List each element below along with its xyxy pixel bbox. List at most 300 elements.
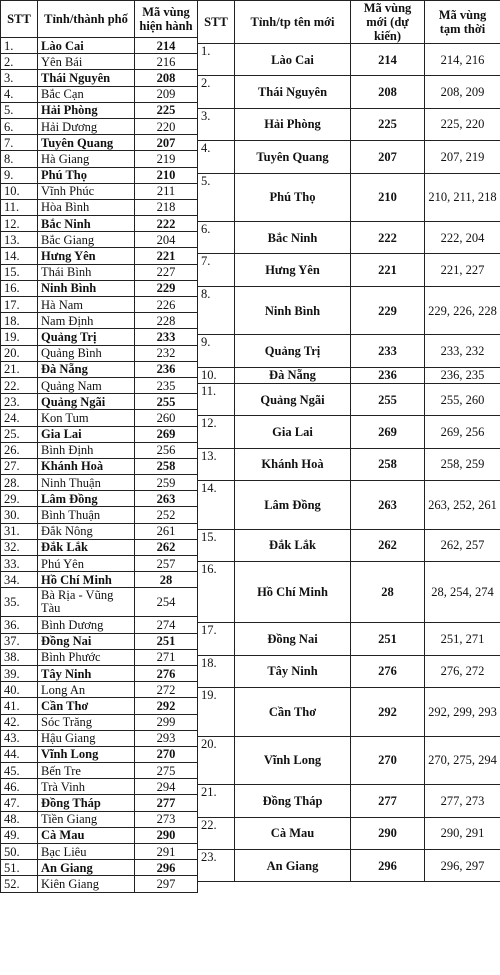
new-area-code: 222: [351, 222, 425, 254]
new-area-code: 270: [351, 736, 425, 785]
row-stt: 37.: [1, 633, 38, 649]
table-row: [1, 649, 198, 665]
temporary-area-codes: 270, 275, 294: [425, 736, 500, 785]
province-name: Phú Thọ: [38, 167, 135, 183]
province-name: Đà Nẵng: [235, 367, 351, 383]
row-stt: 20.: [1, 345, 38, 361]
row-stt: 43.: [1, 730, 38, 746]
area-code: 229: [135, 280, 198, 296]
province-name: Bình Phước: [38, 649, 135, 665]
row-stt: 25.: [1, 426, 38, 442]
province-name: Tuyên Quang: [38, 135, 135, 151]
area-code: 214: [135, 38, 198, 54]
row-stt: 13.: [1, 232, 38, 248]
province-name: Hòa Bình: [38, 199, 135, 215]
province-name: Bình Dương: [38, 617, 135, 633]
temporary-area-codes: 263, 252, 261: [425, 481, 500, 530]
area-code: 274: [135, 617, 198, 633]
province-name: Đắk Lắk: [38, 539, 135, 555]
province-name: Cà Mau: [235, 817, 351, 849]
row-stt: 7.: [198, 254, 235, 286]
province-name: Cần Thơ: [38, 698, 135, 714]
table-row: [1, 475, 198, 491]
new-area-code-table: [197, 0, 500, 882]
row-stt: 29.: [1, 491, 38, 507]
area-code: 256: [135, 442, 198, 458]
row-stt: 7.: [1, 135, 38, 151]
table-row: [1, 297, 198, 313]
table-row: [1, 86, 198, 102]
province-name: Ninh Bình: [235, 286, 351, 335]
temporary-area-codes: 225, 220: [425, 108, 500, 140]
province-name: Kiên Giang: [38, 876, 135, 892]
table-row: [1, 795, 198, 811]
table-row: [1, 38, 198, 54]
table-row: [198, 736, 500, 752]
area-code: 297: [135, 876, 198, 892]
table-row: [1, 458, 198, 474]
row-stt: 18.: [198, 655, 235, 687]
temporary-area-codes: 221, 227: [425, 254, 500, 286]
row-stt: 27.: [1, 458, 38, 474]
area-code: 222: [135, 216, 198, 232]
province-name: Kon Tum: [38, 410, 135, 426]
row-stt: 51.: [1, 860, 38, 876]
row-stt: 18.: [1, 313, 38, 329]
province-name: Lào Cai: [38, 38, 135, 54]
temporary-area-codes: 233, 232: [425, 335, 500, 367]
province-name: Bình Thuận: [38, 507, 135, 523]
row-stt: 23.: [1, 394, 38, 410]
table-row: [198, 108, 500, 124]
row-stt: 40.: [1, 682, 38, 698]
table-row: [198, 367, 500, 383]
row-stt: 1.: [1, 38, 38, 54]
province-name: Quảng Nam: [38, 377, 135, 393]
province-name: Gia Lai: [235, 416, 351, 448]
area-code: 207: [135, 135, 198, 151]
area-code: 208: [135, 70, 198, 86]
row-stt: 1.: [198, 44, 235, 76]
province-name: Bà Rịa - Vũng Tàu: [38, 588, 135, 617]
area-code: 296: [135, 860, 198, 876]
area-code: 269: [135, 426, 198, 442]
row-stt: 17.: [198, 623, 235, 655]
table-row: [198, 44, 500, 60]
temporary-area-codes: 222, 204: [425, 222, 500, 254]
left-header-province: Tỉnh/thành phố: [38, 1, 135, 38]
area-code: 227: [135, 264, 198, 280]
province-name: Phú Yên: [38, 556, 135, 572]
area-code: 275: [135, 763, 198, 779]
area-code: 292: [135, 698, 198, 714]
row-stt: 32.: [1, 539, 38, 555]
province-name: Thái Nguyên: [235, 76, 351, 108]
province-name: Quảng Trị: [235, 335, 351, 367]
temporary-area-codes: 262, 257: [425, 529, 500, 561]
new-area-code: 292: [351, 688, 425, 737]
row-stt: 21.: [198, 785, 235, 817]
province-name: Sóc Trăng: [38, 714, 135, 730]
temporary-area-codes: 236, 235: [425, 367, 500, 383]
area-code: 225: [135, 102, 198, 118]
area-code: 235: [135, 377, 198, 393]
table-row: [1, 491, 198, 507]
province-name: Thái Bình: [38, 264, 135, 280]
row-stt: 5.: [198, 173, 235, 222]
province-name: Hồ Chí Minh: [38, 572, 135, 588]
row-stt: 14.: [198, 481, 235, 530]
area-code: 228: [135, 313, 198, 329]
province-name: Trà Vinh: [38, 779, 135, 795]
area-code: 293: [135, 730, 198, 746]
area-code: 271: [135, 649, 198, 665]
area-code: 299: [135, 714, 198, 730]
area-code: 273: [135, 811, 198, 827]
left-header-row: [1, 1, 198, 38]
row-stt: 12.: [1, 216, 38, 232]
table-row: [1, 410, 198, 426]
table-row: [1, 280, 198, 296]
row-stt: 3.: [198, 108, 235, 140]
province-name: Đắk Nông: [38, 523, 135, 539]
row-stt: 21.: [1, 361, 38, 377]
area-code: 221: [135, 248, 198, 264]
table-row: [1, 556, 198, 572]
province-name: Hải Phòng: [235, 108, 351, 140]
new-area-code: 269: [351, 416, 425, 448]
table-row: [1, 665, 198, 681]
row-stt: 26.: [1, 442, 38, 458]
table-row: [1, 167, 198, 183]
row-stt: 28.: [1, 475, 38, 491]
province-name: Bạc Liêu: [38, 844, 135, 860]
table-row: [1, 377, 198, 393]
table-row: [1, 827, 198, 843]
row-stt: 10.: [1, 183, 38, 199]
province-name: Cà Mau: [38, 827, 135, 843]
row-stt: 11.: [1, 199, 38, 215]
row-stt: 22.: [198, 817, 235, 849]
table-row: [198, 254, 500, 270]
table-row: [198, 383, 500, 399]
table-row: [1, 183, 198, 199]
table-row: [198, 655, 500, 671]
province-name: Vĩnh Long: [38, 746, 135, 762]
table-row: [1, 763, 198, 779]
area-code: 259: [135, 475, 198, 491]
area-code: 262: [135, 539, 198, 555]
table-row: [1, 523, 198, 539]
row-stt: 20.: [198, 736, 235, 785]
new-area-code: 258: [351, 448, 425, 480]
area-code: 28: [135, 572, 198, 588]
row-stt: 42.: [1, 714, 38, 730]
table-row: [198, 416, 500, 432]
new-area-code: 290: [351, 817, 425, 849]
row-stt: 30.: [1, 507, 38, 523]
table-row: [1, 264, 198, 280]
table-row: [198, 785, 500, 801]
table-row: [1, 730, 198, 746]
table-row: [1, 539, 198, 555]
table-row: [1, 118, 198, 134]
area-code: 260: [135, 410, 198, 426]
temporary-area-codes: 269, 256: [425, 416, 500, 448]
temporary-area-codes: 251, 271: [425, 623, 500, 655]
area-code: 251: [135, 633, 198, 649]
temporary-area-codes: 296, 297: [425, 850, 500, 882]
area-code: 216: [135, 54, 198, 70]
table-row: [1, 199, 198, 215]
row-stt: 23.: [198, 850, 235, 882]
row-stt: 12.: [198, 416, 235, 448]
table-row: [198, 141, 500, 157]
province-name: Phú Thọ: [235, 173, 351, 222]
row-stt: 33.: [1, 556, 38, 572]
row-stt: 14.: [1, 248, 38, 264]
area-code: 255: [135, 394, 198, 410]
right-header-new-code: Mã vùng mới (dự kiến): [351, 1, 425, 44]
table-row: [1, 588, 198, 617]
province-name: Bắc Ninh: [38, 216, 135, 232]
table-row: [1, 746, 198, 762]
table-row: [198, 688, 500, 704]
left-header-code: Mã vùng hiện hành: [135, 1, 198, 38]
table-row: [1, 633, 198, 649]
province-name: Vĩnh Phúc: [38, 183, 135, 199]
table-row: [198, 448, 500, 464]
table-row: [198, 529, 500, 545]
table-row: [1, 811, 198, 827]
area-code: 218: [135, 199, 198, 215]
new-area-code: 225: [351, 108, 425, 140]
area-code: 277: [135, 795, 198, 811]
row-stt: 5.: [1, 102, 38, 118]
province-name: An Giang: [235, 850, 351, 882]
row-stt: 8.: [198, 286, 235, 335]
new-area-code: 210: [351, 173, 425, 222]
area-code: 233: [135, 329, 198, 345]
row-stt: 17.: [1, 297, 38, 313]
province-name: Hưng Yên: [235, 254, 351, 286]
temporary-area-codes: 258, 259: [425, 448, 500, 480]
new-area-code: 214: [351, 44, 425, 76]
table-row: [1, 313, 198, 329]
table-row: [1, 426, 198, 442]
row-stt: 4.: [198, 141, 235, 173]
temporary-area-codes: 276, 272: [425, 655, 500, 687]
province-name: Hậu Giang: [38, 730, 135, 746]
row-stt: 13.: [198, 448, 235, 480]
table-row: [198, 817, 500, 833]
area-code: 254: [135, 588, 198, 617]
province-name: Khánh Hoà: [38, 458, 135, 474]
province-name: Yên Bái: [38, 54, 135, 70]
table-row: [1, 70, 198, 86]
row-stt: 47.: [1, 795, 38, 811]
area-code: 290: [135, 827, 198, 843]
temporary-area-codes: 214, 216: [425, 44, 500, 76]
table-row: [1, 345, 198, 361]
table-row: [1, 135, 198, 151]
area-code: 211: [135, 183, 198, 199]
province-name: Quảng Bình: [38, 345, 135, 361]
new-area-code: 277: [351, 785, 425, 817]
row-stt: 6.: [1, 118, 38, 134]
province-name: Đồng Tháp: [235, 785, 351, 817]
table-row: [1, 714, 198, 730]
province-name: An Giang: [38, 860, 135, 876]
table-row: [1, 232, 198, 248]
row-stt: 16.: [198, 562, 235, 623]
new-area-code: 296: [351, 850, 425, 882]
row-stt: 41.: [1, 698, 38, 714]
table-row: [1, 442, 198, 458]
area-code: 204: [135, 232, 198, 248]
table-row: [1, 572, 198, 588]
temporary-area-codes: 277, 273: [425, 785, 500, 817]
right-header-stt: STT: [198, 1, 235, 44]
table-row: [198, 286, 500, 302]
temporary-area-codes: 290, 291: [425, 817, 500, 849]
table-row: [198, 850, 500, 866]
row-stt: 10.: [198, 367, 235, 383]
temporary-area-codes: 255, 260: [425, 383, 500, 415]
province-name: Hà Nam: [38, 297, 135, 313]
table-row: [1, 779, 198, 795]
table-row: [198, 623, 500, 639]
area-code: 252: [135, 507, 198, 523]
row-stt: 39.: [1, 665, 38, 681]
area-code: 209: [135, 86, 198, 102]
area-code: 263: [135, 491, 198, 507]
province-name: Tây Ninh: [38, 665, 135, 681]
province-name: Long An: [38, 682, 135, 698]
table-row: [198, 481, 500, 497]
area-code: 232: [135, 345, 198, 361]
row-stt: 22.: [1, 377, 38, 393]
new-area-code: 263: [351, 481, 425, 530]
table-row: [198, 76, 500, 92]
province-name: Hà Giang: [38, 151, 135, 167]
table-row: [1, 394, 198, 410]
province-name: Vĩnh Long: [235, 736, 351, 785]
province-name: Lào Cai: [235, 44, 351, 76]
province-name: Bến Tre: [38, 763, 135, 779]
right-header-row: [198, 1, 500, 44]
table-row: [1, 151, 198, 167]
row-stt: 3.: [1, 70, 38, 86]
province-name: Bắc Ninh: [235, 222, 351, 254]
row-stt: 19.: [198, 688, 235, 737]
row-stt: 31.: [1, 523, 38, 539]
area-code: 272: [135, 682, 198, 698]
new-area-code: 28: [351, 562, 425, 623]
province-name: Đắk Lắk: [235, 529, 351, 561]
row-stt: 9.: [198, 335, 235, 367]
new-area-code: 233: [351, 335, 425, 367]
province-name: Đồng Tháp: [38, 795, 135, 811]
table-row: [198, 173, 500, 189]
area-code: 261: [135, 523, 198, 539]
temporary-area-codes: 210, 211, 218: [425, 173, 500, 222]
row-stt: 2.: [198, 76, 235, 108]
new-area-code: 207: [351, 141, 425, 173]
province-name: Bắc Cạn: [38, 86, 135, 102]
province-name: Hải Phòng: [38, 102, 135, 118]
province-name: Bắc Giang: [38, 232, 135, 248]
table-row: [1, 844, 198, 860]
province-name: Hải Dương: [38, 118, 135, 134]
row-stt: 52.: [1, 876, 38, 892]
province-name: Quảng Trị: [38, 329, 135, 345]
table-row: [1, 361, 198, 377]
new-area-code: 262: [351, 529, 425, 561]
province-name: Đồng Nai: [38, 633, 135, 649]
row-stt: 46.: [1, 779, 38, 795]
row-stt: 6.: [198, 222, 235, 254]
province-name: Gia Lai: [38, 426, 135, 442]
temporary-area-codes: 207, 219: [425, 141, 500, 173]
row-stt: 15.: [1, 264, 38, 280]
temporary-area-codes: 229, 226, 228: [425, 286, 500, 335]
row-stt: 4.: [1, 86, 38, 102]
area-code: 276: [135, 665, 198, 681]
table-row: [1, 682, 198, 698]
table-row: [1, 329, 198, 345]
province-name: Cần Thơ: [235, 688, 351, 737]
table-row: [198, 335, 500, 351]
province-name: Thái Nguyên: [38, 70, 135, 86]
province-name: Ninh Bình: [38, 280, 135, 296]
province-name: Hồ Chí Minh: [235, 562, 351, 623]
temporary-area-codes: 292, 299, 293: [425, 688, 500, 737]
right-header-temp-code: Mã vùng tạm thời: [425, 1, 500, 44]
province-name: Quảng Ngãi: [38, 394, 135, 410]
new-area-code: 255: [351, 383, 425, 415]
table-row: [1, 876, 198, 892]
province-name: Bình Định: [38, 442, 135, 458]
row-stt: 34.: [1, 572, 38, 588]
row-stt: 44.: [1, 746, 38, 762]
left-header-stt: STT: [1, 1, 38, 38]
province-name: Tiền Giang: [38, 811, 135, 827]
province-name: Hưng Yên: [38, 248, 135, 264]
row-stt: 45.: [1, 763, 38, 779]
area-code: 257: [135, 556, 198, 572]
province-name: Tuyên Quang: [235, 141, 351, 173]
province-name: Đồng Nai: [235, 623, 351, 655]
row-stt: 8.: [1, 151, 38, 167]
right-header-province: Tỉnh/tp tên mới: [235, 1, 351, 44]
row-stt: 15.: [198, 529, 235, 561]
area-code: 210: [135, 167, 198, 183]
temporary-area-codes: 28, 254, 274: [425, 562, 500, 623]
area-code: 291: [135, 844, 198, 860]
province-name: Lâm Đồng: [235, 481, 351, 530]
row-stt: 19.: [1, 329, 38, 345]
row-stt: 9.: [1, 167, 38, 183]
province-name: Tây Ninh: [235, 655, 351, 687]
row-stt: 16.: [1, 280, 38, 296]
area-code: 220: [135, 118, 198, 134]
row-stt: 24.: [1, 410, 38, 426]
table-row: [1, 617, 198, 633]
new-area-code: 229: [351, 286, 425, 335]
area-code: 219: [135, 151, 198, 167]
province-name: Lâm Đồng: [38, 491, 135, 507]
